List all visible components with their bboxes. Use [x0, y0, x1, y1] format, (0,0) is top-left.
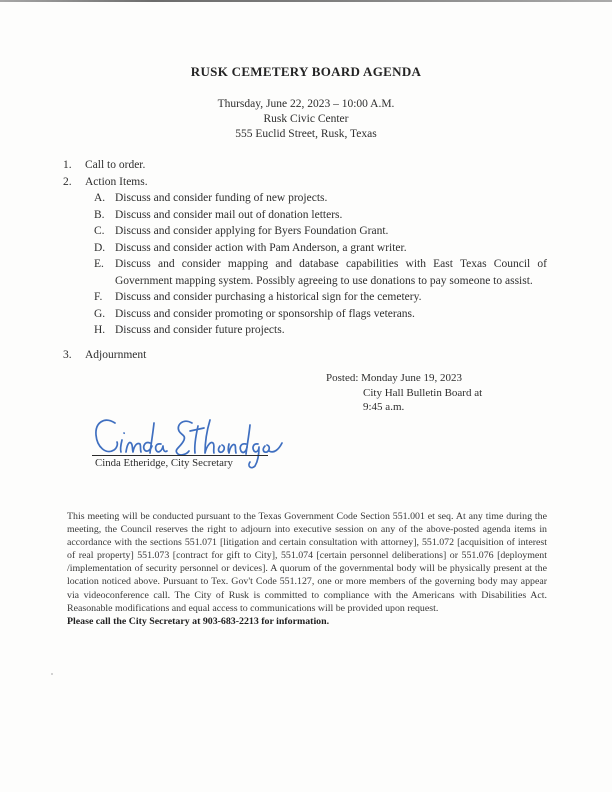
item-text: Adjournment — [85, 348, 147, 361]
item-number: 1. — [63, 159, 72, 171]
item-text: Discuss and consider future projects. — [115, 324, 285, 336]
posted-location: City Hall Bulletin Board at — [363, 386, 483, 399]
action-item — [94, 256, 547, 289]
action-item — [94, 207, 547, 224]
meeting-address: 555 Euclid Street, Rusk, Texas — [235, 128, 377, 140]
item-letter: D. — [94, 241, 106, 254]
contact-instruction: Please call the City Secretary at 903-683-2213 for information. — [67, 615, 330, 627]
item-text: Action Items. — [85, 175, 148, 188]
item-letter: E. — [94, 258, 104, 270]
item-letter: A. — [94, 192, 106, 204]
item-letter: C. — [94, 225, 105, 237]
posted-time: 9:45 a.m. — [363, 401, 405, 414]
item-text: Discuss and consider purchasing a historical sign for the cemetery. — [115, 291, 422, 303]
item-letter: B. — [94, 208, 105, 221]
item-text: Discuss and consider funding of new projects. — [115, 192, 328, 204]
footer-legal — [67, 510, 547, 628]
item-letter: G. — [94, 307, 106, 320]
action-item — [94, 223, 547, 240]
item-number: 2. — [63, 175, 72, 188]
item-text: Discuss and consider mail out of donation letters. — [115, 208, 343, 221]
posted-date: Posted: Monday June 19, 2023 — [326, 372, 462, 384]
action-items-sublist — [94, 190, 547, 339]
document-title: RUSK CEMETERY BOARD AGENDA — [190, 64, 422, 79]
item-text: Call to order. — [85, 159, 146, 171]
scan-speckle-artifact — [51, 673, 53, 675]
item-text: Discuss and consider applying for Byers Foundation Grant. — [115, 225, 389, 237]
signatory-caption: Cinda Etheridge, City Secretary — [95, 457, 233, 469]
action-item — [94, 289, 547, 306]
item-text: Discuss and consider action with Pam Anderson, a grant writer. — [115, 241, 407, 254]
item-text: Discuss and consider promoting or sponsorship of flags veterans. — [115, 307, 415, 320]
action-item — [94, 190, 547, 207]
meeting-datetime: Thursday, June 22, 2023 – 10:00 A.M. — [217, 98, 395, 110]
item-text: Discuss and consider mapping and database capabilities with East Texas Council of Government mapping system. Possibly agreeing to use donations to pay someone to assist. — [115, 258, 547, 287]
action-item — [94, 240, 547, 257]
agenda-item-call-to-order — [63, 157, 547, 174]
scan-edge-artifact — [0, 0, 612, 2]
agenda-item-adjournment — [63, 347, 547, 364]
item-letter: F. — [94, 291, 103, 303]
signature-line — [92, 455, 268, 456]
agenda-list — [63, 157, 547, 363]
meeting-venue: Rusk Civic Center — [263, 113, 349, 125]
legal-notice-text: This meeting will be conducted pursuant to the Texas Government Code Section 551.001 et seq. At any time during the meeting, the Council reserves the right to adjourn into executive session on any of the above-posted agenda items in accordance with the sections 551.071 [litigation and certain consultation with attorney], 551.072 [acquisition of interest of real property] 551.073 [contract for gift to City], 551.074 [certain personnel deliberations] or 551.076 [deployment /implementation of security personnel or devices]. A quorum of the governmental body will be physically present at the location noticed above. Pursuant to Tex. Gov't Code 551.127, one or more members of the governing body may appear via videoconference call. The City of Rusk is committed to compliance with the Americans with Disabilities Act. Reasonable modifications and equal access to communications will be provided upon request. — [67, 511, 547, 614]
item-letter: H. — [94, 324, 106, 336]
action-item — [94, 306, 547, 323]
posted-block — [326, 371, 482, 415]
item-number: 3. — [63, 348, 72, 361]
meeting-info — [0, 97, 612, 142]
action-item — [94, 322, 547, 339]
agenda-item-action-items — [63, 174, 547, 191]
